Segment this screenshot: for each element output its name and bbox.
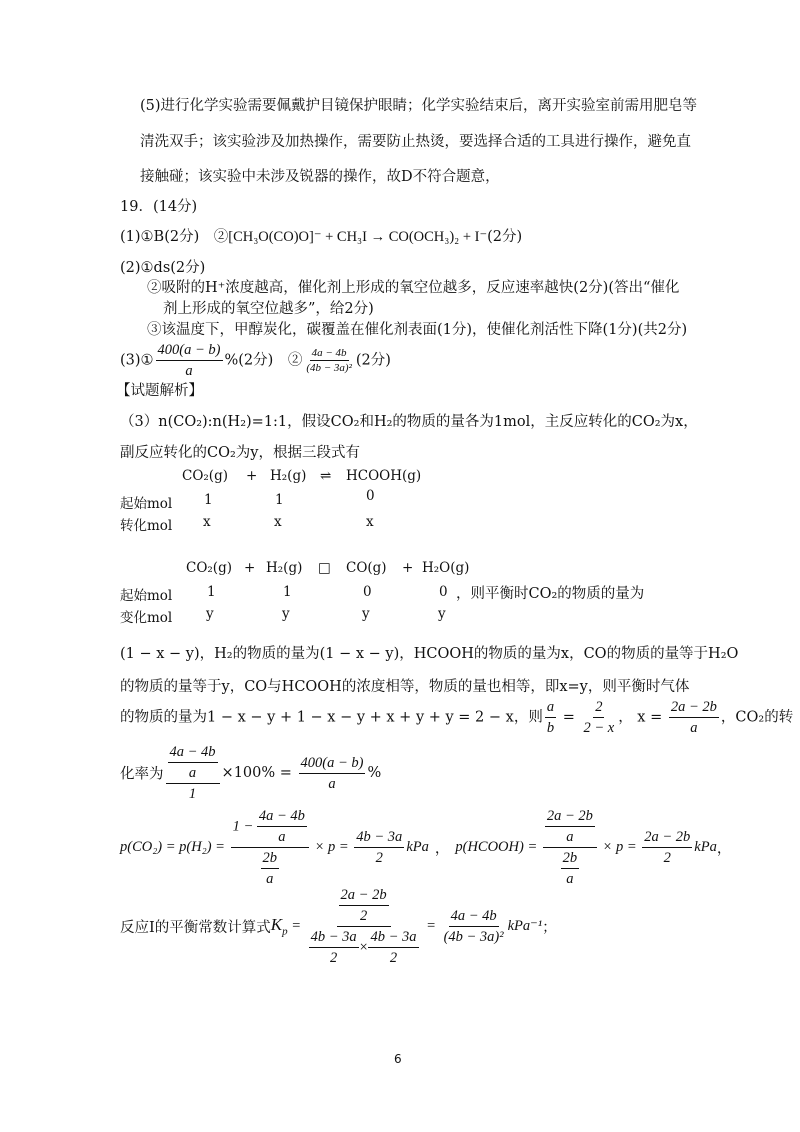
s5-frac-x: $\frac{2a - 2b}{a}$	[670, 699, 717, 736]
s6-pct: %	[367, 765, 382, 781]
p-hcooh-frac: $\frac{\frac{2a - 2b}{a}}{\frac{2b}{a}}$	[543, 806, 597, 889]
q19-part2-2a: ②吸附的H⁺浓度越高，催化剂上形成的氧空位越多，反应速率越快(2分)(答出“催化	[147, 280, 680, 296]
t2-h-plus2: +	[402, 560, 414, 576]
t2-r1-c1: 1	[207, 584, 216, 600]
page-number: 6	[394, 1052, 402, 1066]
p-hcooh-mul: × p =	[598, 839, 641, 855]
p-hcooh-unit: kPa	[694, 839, 717, 855]
q19-part3-lead: (3)①	[120, 352, 154, 369]
t1-r1-c2: 1	[275, 492, 284, 508]
t1-h-h2: H₂(g)	[270, 468, 307, 484]
analysis-s5	[120, 697, 793, 738]
s6-mul: ×100% =	[221, 765, 297, 781]
q19-part3-fraction2: $\frac{4a - 4b}{\text{(4b − 3a)²}}$	[306, 347, 352, 374]
q19-part1-score: (2分)	[487, 229, 523, 245]
analysis-s2: 副反应转化的CO₂为y，根据三段式有	[120, 445, 360, 461]
p-co2-frac: 1 − $\frac{4a - 4b}{a}$ $\frac{2b}{a}$	[231, 806, 309, 889]
t2-r1-label: 起始mol	[120, 588, 173, 604]
s5-frac-ab: $\frac{a}{b}$	[546, 699, 555, 736]
analysis-s1: （3）n(CO₂):n(H₂)=1:1，假设CO₂和H₂的物质的量各为1mol，主反应转化的CO₂为x，	[120, 414, 698, 430]
q19-part3	[120, 340, 391, 381]
t2-r1-c3: 0	[363, 584, 372, 600]
t1-r2-c1: x	[203, 514, 211, 530]
t2-h-box: □	[318, 560, 331, 576]
p-sep: ，	[434, 841, 450, 857]
q19-part2-1: (2)①ds(2分)	[120, 260, 206, 276]
t1-r1-label: 起始mol	[120, 496, 173, 512]
t2-h-co2: CO₂(g)	[186, 560, 232, 576]
q19-part3-fraction1: $\frac{400(a - b)}{a}$	[157, 342, 221, 379]
p-co2-label: p(CO₂) = p(H₂) =	[120, 839, 229, 855]
t2-r2-label: 变化mol	[120, 610, 173, 626]
kp-frac: $\frac{2a - 2b}{2}$ $\frac{4b - 3a}{2}$ × $\frac{4b - 3a}{2}$	[310, 887, 417, 966]
partial-pressure-line	[120, 806, 731, 889]
t1-h-arrow: ⇌	[320, 468, 332, 484]
t1-r2-label: 转化mol	[120, 518, 173, 534]
three-stage-table-1	[120, 468, 540, 538]
t1-h-co2: CO₂(g)	[182, 468, 228, 484]
three-stage-table-2	[120, 560, 680, 630]
kp-unit: kPa⁻¹	[507, 918, 543, 934]
t2-r2-c4: y	[438, 606, 446, 622]
t2-r1-c4: 0	[439, 584, 448, 600]
t2-r2-c1: y	[206, 606, 214, 622]
kp-eq2: =	[422, 918, 440, 934]
p-hcooh-label: p(HCOOH) =	[455, 839, 541, 855]
t1-h-plus: +	[246, 468, 258, 484]
q19-part3-mid: %(2分) ②	[224, 352, 303, 369]
q19-part1-answer: (1)①B(2分) ②	[120, 229, 229, 245]
q19-part3-end: (2分)	[355, 352, 391, 369]
t1-r2-c2: x	[274, 514, 282, 530]
q19-part2-3: ③该温度下，甲醇炭化，碳覆盖在催化剂表面(1分)，使催化剂活性下降(1分)(共2分)	[147, 322, 688, 338]
kp-symbol: $K_p$	[270, 915, 288, 938]
s6-text-a: 化率为	[120, 766, 164, 783]
t1-r2-c3: x	[366, 514, 374, 530]
s5-text-a: 的物质的量为1 − x − y + 1 − x − y + x + y + y = 2 − x，则	[120, 709, 543, 726]
p-end-comma: ，	[716, 841, 732, 857]
q18-5-line3: 接触碰；该实验中未涉及锐器的操作，故D不符合题意，	[140, 169, 500, 185]
t1-h-hcooh: HCOOH(g)	[346, 468, 422, 484]
p-co2-unit: kPa	[406, 839, 429, 855]
q19-part1	[120, 226, 522, 248]
analysis-s3: (1 − x − y)，H₂的物质的量为(1 − x − y)，HCOOH的物质的量为x，CO的物质的量等于H₂O	[120, 646, 739, 662]
kp-end: ；	[542, 920, 557, 936]
analysis-s4: 的物质的量等于y，CO与HCOOH的浓度相等，物质的量也相等，即x=y，则平衡时气体	[120, 679, 690, 695]
t2-h-h2o: H₂O(g)	[422, 560, 470, 576]
p-hcooh-result: $\frac{2a - 2b}{2}$	[644, 829, 691, 866]
t2-r1-c2: 1	[283, 584, 292, 600]
t1-r1-c1: 1	[204, 492, 213, 508]
kp-line	[120, 885, 557, 968]
q19-part1-equation: [CH₃O(CO)O]⁻ + CH₃I → CO(OCH₃)₂ + I⁻	[228, 229, 488, 245]
q19-part2-2b: 剂上形成的氧空位越多”，给2分)	[163, 301, 374, 317]
kp-eq: =	[287, 918, 305, 934]
kp-lead: 反应Ⅰ的平衡常数计算式	[120, 920, 271, 936]
p-co2-result: $\frac{4b - 3a}{2}$	[356, 829, 403, 866]
t2-h-co: CO(g)	[346, 560, 387, 576]
s6-frac-result: $\frac{400(a - b)}{a}$	[300, 754, 364, 792]
s6-frac-inner: $\frac{4a - 4b}{a}$	[169, 744, 216, 781]
kp-result: $\frac{4a - 4b}{\text{(4b − 3a)²}}$	[443, 908, 504, 945]
analysis-s6	[120, 742, 381, 804]
t2-r2-c3: y	[362, 606, 370, 622]
q19-header: 19．(14分)	[120, 199, 198, 215]
analysis-title: 【试题解析】	[116, 383, 203, 399]
s6-frac-compound: $\frac{\frac{4a - 4b}{a}}{1}$	[166, 742, 220, 804]
t2-h-h2: H₂(g)	[266, 560, 303, 576]
p-co2-inner-frac: $\frac{4a - 4b}{a}$	[258, 808, 305, 845]
t2-h-plus1: +	[244, 560, 256, 576]
q18-5-line2: 清洗双手；该实验涉及加热操作，需要防止热烫，要选择合适的工具进行操作，避免直	[140, 134, 691, 150]
t1-r1-c3: 0	[366, 488, 375, 504]
t2-r2-c2: y	[282, 606, 290, 622]
s5-frac-2: $\frac{2}{2 - x}$	[583, 699, 615, 736]
t2-r1-tail: ，则平衡时CO₂的物质的量为	[456, 586, 645, 602]
s5-text-c: ，CO₂的转	[720, 709, 794, 726]
q18-5-line1: (5)进行化学实验需要佩戴护目镜保护眼睛；化学实验结束后，离开实验室前需用肥皂等	[140, 98, 698, 114]
p-co2-mul: × p =	[310, 839, 353, 855]
s5-text-b: ， x =	[618, 709, 667, 726]
s5-eq: =	[558, 709, 580, 726]
